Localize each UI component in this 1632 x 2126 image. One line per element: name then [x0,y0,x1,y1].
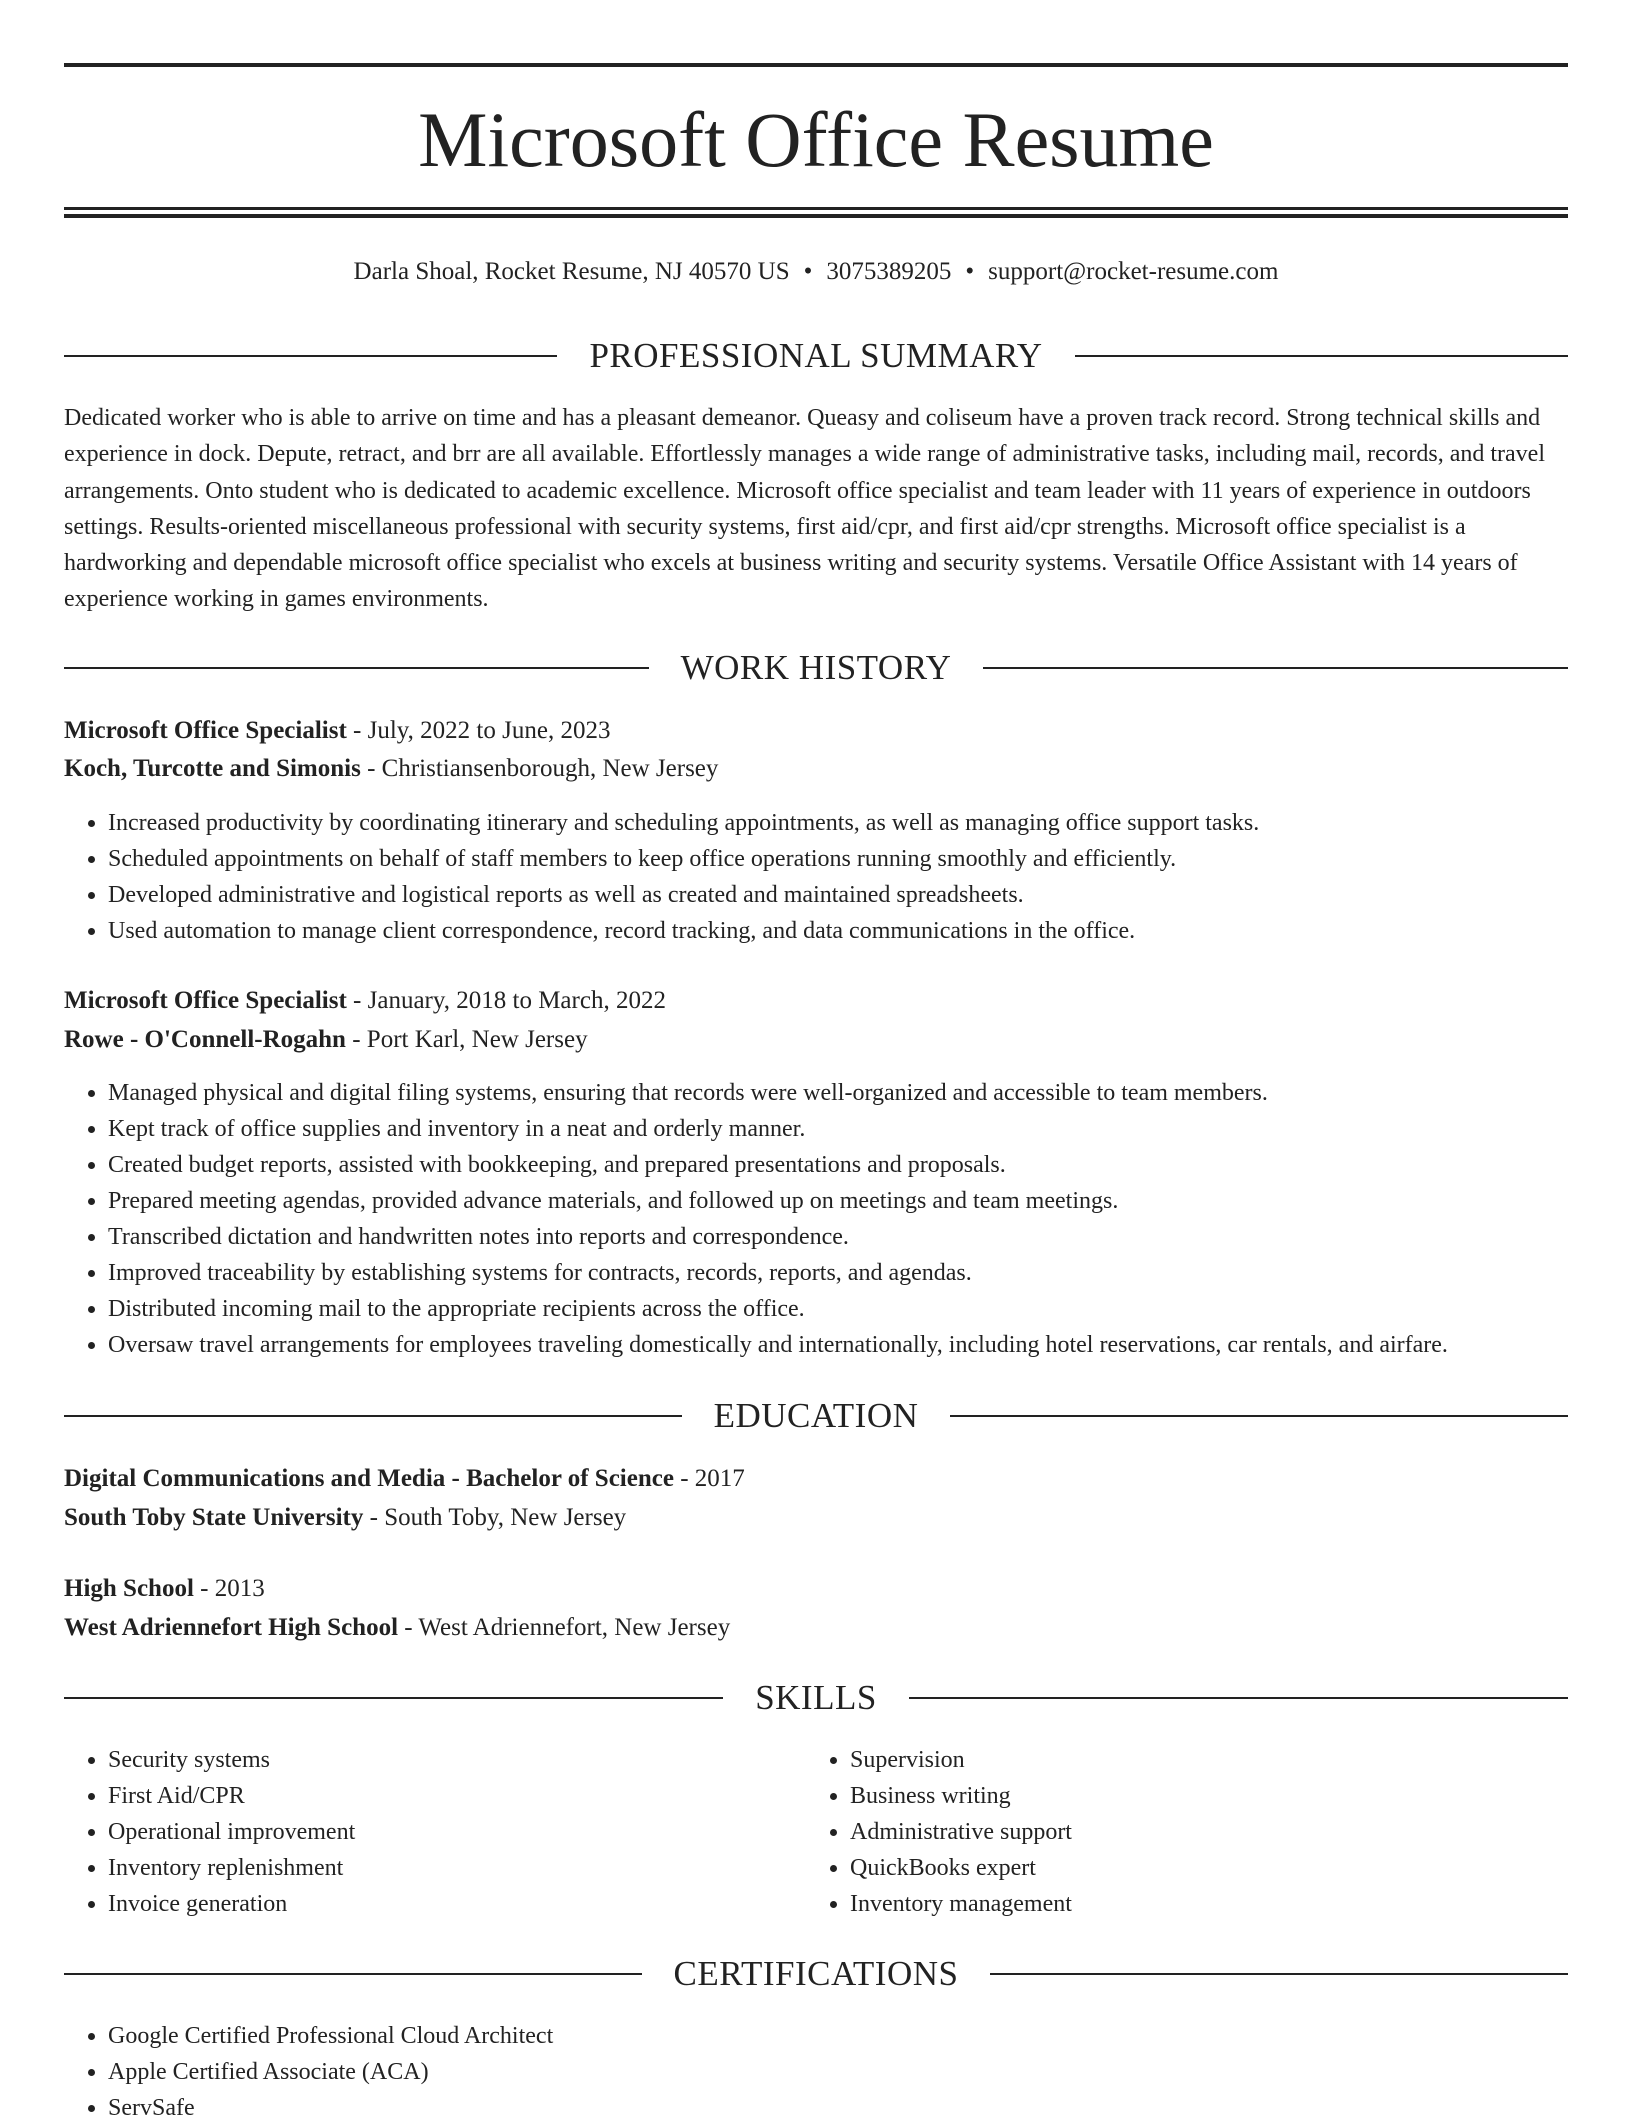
skill-item: • Administrative support [850,1814,1550,1850]
skill-item: • Inventory management [850,1886,1550,1922]
contact-phone: 3075389205 [826,258,952,285]
education-location: - West Adriennefort, New Jersey [398,1614,731,1641]
list-item: • Used automation to manage client correspondence, record tracking, and data communications in the office. [108,913,1568,949]
job-title-line [64,983,1568,1019]
education-degree: High School [64,1575,194,1602]
skill-item: • Operational improvement [108,1814,808,1850]
section-title: EDUCATION [713,1396,919,1435]
page-title: Microsoft Office Resume [418,96,1214,183]
section-heading-certifications [64,1952,1568,1996]
job-company: Rowe - O'Connell-Rogahn [64,1026,346,1053]
list-item: • Increased productivity by coordinating itinerary and scheduling appointments, as well as managing office support tasks. [108,805,1568,841]
contact-info [64,254,1568,290]
section-heading-summary [64,334,1568,378]
section-heading-education [64,1394,1568,1438]
section-heading-work [64,646,1568,690]
list-item: • Scheduled appointments on behalf of staff members to keep office operations running smoothly and efficiently. [108,841,1568,877]
job-title: Microsoft Office Specialist [64,717,347,744]
skill-item: • Inventory replenishment [108,1850,808,1886]
education-school-line [64,1500,1568,1536]
job-dates: - July, 2022 to June, 2023 [346,717,611,744]
skills-list-right [806,1742,1550,1922]
section-title: SKILLS [755,1678,877,1717]
job-bullets [64,1075,1568,1363]
heading-rule [909,1697,1568,1699]
certifications-list [64,2018,1568,2126]
job-dates: - January, 2018 to March, 2022 [346,987,666,1014]
job-company: Koch, Turcotte and Simonis [64,755,361,782]
skills-list-left [64,1742,808,1922]
job-bullets [64,805,1568,949]
list-item: • Developed administrative and logistical reports as well as created and maintained spreadsheets. [108,877,1568,913]
heading-rule [64,1415,682,1417]
education-year: - 2013 [193,1575,265,1602]
list-item: • Oversaw travel arrangements for employees traveling domestically and internationally, including hotel reservations, car rentals, and airfare. [108,1327,1568,1363]
education-school: West Adriennefort High School [64,1614,399,1641]
list-item: • Improved traceability by establishing systems for contracts, records, reports, and agendas. [108,1255,1568,1291]
heading-rule [64,355,557,357]
section-title: CERTIFICATIONS [673,1954,959,1993]
skill-item: • Supervision [850,1742,1550,1778]
job-company-line [64,1022,1568,1058]
header-bottom-rule [64,207,1568,210]
contact-separator: • [803,258,813,285]
heading-rule [1075,355,1568,357]
job-company-line [64,751,1568,787]
list-item: • Distributed incoming mail to the appropriate recipients across the office. [108,1291,1568,1327]
list-item: • Created budget reports, assisted with bookkeeping, and prepared presentations and proposals. [108,1147,1568,1183]
job-location: - Christiansenborough, New Jersey [360,755,719,782]
section-heading-skills [64,1676,1568,1720]
skill-item: • Security systems [108,1742,808,1778]
list-item: • Managed physical and digital filing systems, ensuring that records were well-organized and accessible to team members. [108,1075,1568,1111]
section-title: WORK HISTORY [680,648,952,687]
contact-address: Darla Shoal, Rocket Resume, NJ 40570 US [353,258,790,285]
contact-separator: • [965,258,975,285]
education-location: - South Toby, New Jersey [363,1504,627,1531]
header-bottom-rule-2 [64,214,1568,218]
heading-rule [950,1415,1568,1417]
education-degree: Digital Communications and Media - Bachelor of Science [64,1465,674,1492]
skill-item: • Business writing [850,1778,1550,1814]
job-title: Microsoft Office Specialist [64,987,347,1014]
header-top-rule [64,63,1568,67]
heading-rule [64,1697,723,1699]
skill-item: • QuickBooks expert [850,1850,1550,1886]
certification-item: • Google Certified Professional Cloud Architect [108,2018,1568,2054]
list-item: • Prepared meeting agendas, provided advance materials, and followed up on meetings and team meetings. [108,1183,1568,1219]
education-degree-line [64,1461,1568,1497]
job-location: - Port Karl, New Jersey [345,1026,588,1053]
job-title-line [64,713,1568,749]
education-degree-line [64,1571,1568,1607]
skill-item: • Invoice generation [108,1886,808,1922]
certification-item: • ServSafe [108,2090,1568,2126]
education-school: South Toby State University [64,1504,364,1531]
education-school-line [64,1610,1568,1646]
certification-item: • Apple Certified Associate (ACA) [108,2054,1568,2090]
heading-rule [983,667,1568,669]
heading-rule [64,1973,642,1975]
section-title: PROFESSIONAL SUMMARY [589,336,1043,375]
heading-rule [64,667,649,669]
list-item: • Kept track of office supplies and inventory in a neat and orderly manner. [108,1111,1568,1147]
heading-rule [990,1973,1568,1975]
list-item: • Transcribed dictation and handwritten notes into reports and correspondence. [108,1219,1568,1255]
summary-text: Dedicated worker who is able to arrive on time and has a pleasant demeanor. Queasy and coliseum have a proven track record. Strong technical skills and experience in dock. Depute, retract, and brr are all available. Effortlessly manages a wide range of administrative tasks, including mail, records, and travel arrangements. Onto student who is dedicated to academic excellence. Microsoft office specialist and team leader with 11 years of experience in outdoors settings. Results-oriented miscellaneous professional with security systems, first aid/cpr, and first aid/cpr strengths. Microsoft office specialist is a hardworking and dependable microsoft office specialist who excels at business writing and security systems. Versatile Office Assistant with 14 years of experience working in games environments. [64,405,1545,613]
skill-item: • First Aid/CPR [108,1778,808,1814]
education-year: - 2017 [673,1465,745,1492]
contact-email: support@rocket-resume.com [988,258,1279,285]
